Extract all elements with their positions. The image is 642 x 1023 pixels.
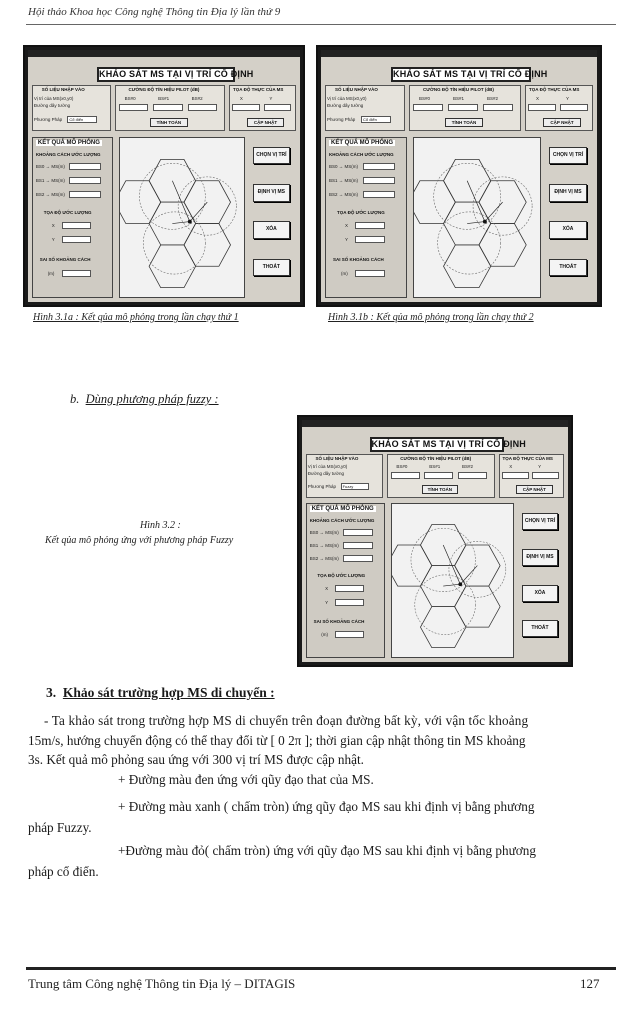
input-group-label: SỐ LIỆU NHẬP VÀO: [315, 455, 359, 461]
screenshot-fig-1a: [23, 45, 305, 307]
coord-label-1: Y: [566, 96, 570, 102]
window-banner: KHẢO SÁT MS TẠI VỊ TRÍ CỐ ĐỊNH: [370, 437, 505, 452]
distance-label-2: BS2 → MS(m): [329, 191, 359, 197]
results-title: KẾT QUẢ MÔ PHỎNG: [331, 139, 394, 146]
hexagon-cells-diagram: [414, 138, 540, 297]
distance-field-2: [363, 191, 395, 198]
coord-field-1[interactable]: [560, 104, 588, 111]
bullet-blue-line-2: pháp Fuzzy.: [28, 820, 92, 835]
distance-label-1: BS1 → MS(m): [329, 178, 359, 183]
update-button[interactable]: CẬP NHẬT: [543, 118, 581, 127]
update-button[interactable]: CẬP NHẬT: [247, 118, 284, 127]
side-button-3[interactable]: THOÁT: [253, 259, 290, 277]
side-button-3[interactable]: THOÁT: [522, 620, 559, 637]
caption-fig-2-number: Hình 3.2 :: [140, 520, 181, 531]
bs-signal-field-0[interactable]: [391, 472, 420, 479]
side-button-0[interactable]: CHỌN VỊ TRÍ: [253, 147, 290, 165]
signal-group-label: CƯỜNG ĐỘ TÍN HIỆU PILOT (dB): [400, 455, 472, 461]
window-menubar: [28, 57, 300, 64]
option-1[interactable]: Vị trí của MS(x0,y0): [327, 96, 367, 102]
error-field: [335, 631, 364, 638]
bs-label-0: BS#0: [419, 96, 431, 102]
est-y-field: [355, 236, 385, 243]
hexagon-cells-diagram: [120, 138, 244, 297]
error-unit: (m): [341, 270, 348, 276]
est-coord-label: TỌA ĐỘ ƯỚC LƯỢNG: [317, 573, 366, 579]
distance-field-1: [343, 542, 374, 549]
running-header: Hội thảo Khoa học Công nghệ Thông tin Địa lý lần thứ 9: [28, 6, 281, 18]
side-button-1[interactable]: ĐỊNH VỊ MS: [253, 184, 290, 202]
section-3-paragraph-line-1: - Ta khảo sát trong trường hợp MS di chuyển trên đoạn đường bất kỳ, với vận tốc khoảng: [44, 713, 529, 728]
bs-label-2: BS#2: [462, 464, 474, 470]
option-2[interactable]: Đường dây tường: [307, 471, 344, 476]
page-number: 127: [580, 976, 600, 991]
section-3-heading: 3. Khảo sát trường hợp MS di chuyển :: [46, 685, 275, 700]
coord-group-label: TỌA ĐỘ THỰC CỦA MS: [529, 87, 580, 93]
section-3-paragraph-line-3: 3s. Kết quả mô phỏng sau ứng với 300 vị trí MS được cập nhật.: [28, 752, 364, 767]
option-2[interactable]: Đường dây tường: [33, 103, 71, 109]
est-coord-label: TỌA ĐỘ ƯỚC LƯỢNG: [43, 209, 92, 215]
results-title: KẾT QUẢ MÔ PHỎNG: [311, 506, 374, 512]
bullet-blue-line-1: + Đường màu xanh ( chấm tròn) ứng qũy đạo MS sau khi định vị bằng phương: [118, 799, 535, 814]
app-window: [302, 420, 568, 662]
distance-label: KHOẢNG CÁCH ƯỚC LƯỢNG: [329, 152, 394, 158]
error-label: SAI SỐ KHOẢNG CÁCH: [39, 256, 91, 262]
error-field: [355, 270, 385, 277]
coord-label-0: X: [509, 464, 513, 470]
caption-fig-2-text: Kết qủa mô phỏng ứng với phương pháp Fuzzy: [45, 535, 234, 546]
cell-plot: [391, 503, 514, 658]
coord-field-0[interactable]: [528, 104, 556, 111]
window-menubar: [321, 57, 597, 64]
error-unit: (m): [47, 270, 55, 276]
coord-field-1[interactable]: [532, 472, 559, 479]
signal-group-label: CƯỜNG ĐỘ TÍN HIỆU PILOT (dB): [423, 87, 494, 93]
distance-field-1: [363, 177, 395, 184]
section-3-paragraph-line-2: 15m/s, hướng chuyển động có thể thay đổi từ [ 0 2π ]; thời gian cập nhật thông tin MS khoảng: [28, 733, 526, 748]
coord-label-1: Y: [269, 96, 273, 102]
caption-fig-1b: Hình 3.1b : Kết qủa mô phỏng trong lần chạy thứ 2: [328, 312, 534, 323]
app-window: [28, 50, 300, 302]
distance-field-2: [343, 555, 374, 562]
side-button-1[interactable]: ĐỊNH VỊ MS: [549, 184, 587, 202]
window-banner: KHẢO SÁT MS TẠI VỊ TRÍ CỐ ĐỊNH: [97, 67, 235, 82]
est-y-label: Y: [325, 599, 329, 605]
option-2[interactable]: Đường dây tường: [327, 103, 364, 109]
header-rule: [26, 24, 616, 25]
side-button-1[interactable]: ĐỊNH VỊ MS: [522, 549, 559, 566]
side-button-3[interactable]: THOÁT: [549, 259, 587, 277]
distance-label: KHOẢNG CÁCH ƯỚC LƯỢNG: [35, 152, 101, 158]
distance-label: KHOẢNG CÁCH ƯỚC LƯỢNG: [309, 518, 375, 524]
distance-field-0: [343, 529, 374, 536]
side-button-2[interactable]: XÓA: [549, 221, 587, 239]
error-field: [62, 270, 92, 277]
distance-label-1: BS1 → MS(m): [309, 542, 339, 548]
hexagon-cells-diagram: [392, 504, 513, 657]
method-label: Phương Pháp: [33, 116, 63, 122]
bullet-black-line: + Đường màu đen ứng với qũy đạo that của MS.: [118, 772, 374, 787]
distance-label-0: BS0 → MS(m): [35, 164, 65, 170]
bs-signal-field-0[interactable]: [119, 104, 149, 111]
distance-label-0: BS0 → MS(m): [329, 164, 359, 170]
window-menubar: [302, 427, 568, 434]
signal-group-label: CƯỜNG ĐỘ TÍN HIỆU PILOT (dB): [128, 87, 200, 93]
bs-label-1: BS#1: [158, 96, 170, 102]
results-title: KẾT QUẢ MÔ PHỎNG: [37, 139, 100, 146]
bs-signal-field-2[interactable]: [483, 104, 513, 111]
distance-label-0: BS0 → MS(m): [309, 529, 339, 535]
est-y-label: Y: [51, 237, 55, 242]
bs-label-2: BS#2: [487, 96, 499, 102]
method-label: Phương Pháp: [307, 484, 337, 490]
window-titlebar: [302, 420, 568, 427]
coord-group-label: TỌA ĐỘ THỰC CỦA MS: [233, 87, 284, 93]
window-titlebar: [321, 50, 597, 57]
distance-label-1: BS1 → MS(m): [35, 178, 65, 183]
footer-institution: Trung tâm Công nghệ Thông tin Địa lý – DITAGIS: [28, 976, 296, 991]
distance-field-0: [363, 163, 395, 170]
distance-label-2: BS2 → MS(m): [35, 191, 65, 197]
bs-signal-field-0[interactable]: [413, 104, 443, 111]
bs-signal-field-1[interactable]: [448, 104, 478, 111]
coord-label-0: X: [239, 96, 243, 102]
bs-signal-field-1[interactable]: [424, 472, 453, 479]
est-x-label: X: [51, 223, 55, 229]
coord-label-0: X: [536, 96, 540, 102]
est-y-field: [62, 236, 92, 243]
distance-field-2: [69, 191, 101, 198]
distance-field-1: [69, 177, 101, 184]
est-coord-label: TỌA ĐỘ ƯỚC LƯỢNG: [337, 209, 385, 215]
footer-rule: [26, 967, 616, 970]
coord-group-label: TỌA ĐỘ THỰC CỦA MS: [502, 455, 553, 461]
bullet-red-line-1: +Đường màu đỏ( chấm tròn) ứng với qũy đạo MS sau khi định vị bằng phương: [118, 843, 536, 858]
screenshot-fig-1b: [316, 45, 602, 307]
side-button-2[interactable]: XÓA: [253, 221, 290, 239]
screenshot-fig-2: [297, 415, 573, 667]
side-button-0[interactable]: CHỌN VỊ TRÍ: [549, 147, 587, 165]
error-label: SAI SỐ KHOẢNG CÁCH: [333, 256, 384, 262]
bs-signal-field-2[interactable]: [458, 472, 487, 479]
bs-signal-field-2[interactable]: [188, 104, 218, 111]
side-button-0[interactable]: CHỌN VỊ TRÍ: [522, 513, 559, 530]
option-1[interactable]: Vị trí của MS(x0,y0): [33, 96, 74, 102]
bs-label-1: BS#1: [429, 464, 441, 470]
bs-label-0: BS#0: [124, 96, 136, 102]
bs-label-2: BS#2: [191, 96, 203, 102]
method-label: Phương Pháp: [327, 116, 356, 122]
input-group-label: SỐ LIỆU NHẬP VÀO: [335, 87, 378, 93]
coord-field-0[interactable]: [232, 104, 260, 111]
update-button[interactable]: CẬP NHẬT: [516, 485, 553, 494]
window-titlebar: [28, 50, 300, 57]
caption-fig-1a: Hình 3.1a : Kết qủa mô phỏng trong lần chạy thứ 1: [33, 312, 239, 323]
est-x-field: [355, 222, 385, 229]
distance-label-2: BS2 → MS(m): [309, 556, 339, 562]
distance-field-0: [69, 163, 101, 170]
section-b-heading: b. Dùng phương pháp fuzzy :: [70, 392, 219, 406]
coord-label-1: Y: [538, 464, 542, 470]
calc-button[interactable]: TÍNH TOÁN: [150, 118, 187, 127]
est-x-field: [62, 222, 92, 229]
bs-label-0: BS#0: [396, 464, 408, 470]
est-x-field: [335, 585, 364, 592]
bs-label-1: BS#1: [453, 96, 465, 102]
est-y-label: Y: [345, 237, 349, 242]
error-unit: (m): [321, 631, 329, 637]
calc-button[interactable]: TÍNH TOÁN: [422, 485, 459, 494]
coord-field-1[interactable]: [264, 104, 292, 111]
est-x-label: X: [325, 586, 329, 592]
method-select[interactable]: Cổ điển: [361, 116, 391, 123]
window-banner: KHẢO SÁT MS TẠI VỊ TRÍ CỐ ĐỊNH: [391, 67, 531, 82]
method-select[interactable]: Fuzzy: [341, 483, 370, 490]
input-group-label: SỐ LIỆU NHẬP VÀO: [41, 87, 85, 93]
cell-plot: [413, 137, 541, 298]
cell-plot: [119, 137, 245, 298]
calc-button[interactable]: TÍNH TOÁN: [445, 118, 483, 127]
est-x-label: X: [345, 223, 349, 229]
method-select[interactable]: Cổ điển: [67, 116, 97, 123]
bs-signal-field-1[interactable]: [153, 104, 183, 111]
bullet-red-line-2: pháp cổ điển.: [28, 864, 99, 879]
error-label: SAI SỐ KHOẢNG CÁCH: [313, 618, 365, 624]
coord-field-0[interactable]: [502, 472, 529, 479]
option-1[interactable]: Vị trí của MS(x0,y0): [307, 464, 348, 470]
app-window: [321, 50, 597, 302]
est-y-field: [335, 599, 364, 606]
side-button-2[interactable]: XÓA: [522, 585, 559, 602]
